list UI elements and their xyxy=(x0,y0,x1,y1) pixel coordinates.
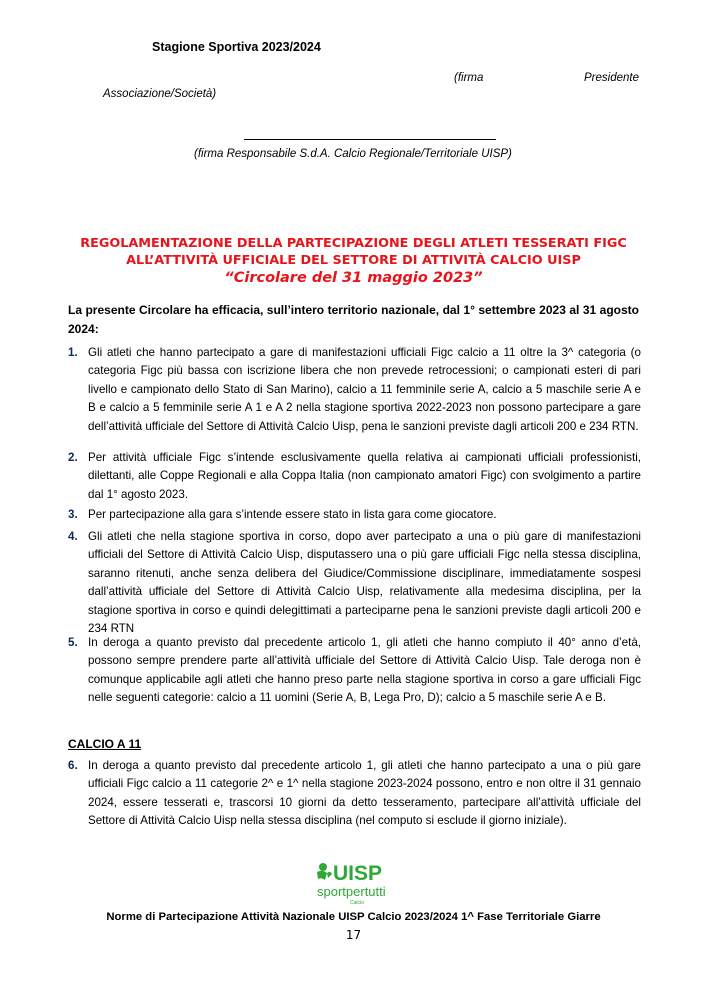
list-item-text: In deroga a quanto previsto dal precedente articolo 1, gli atleti che hanno compiuto il 40° anno d’età, possono sempre prendere parte all’attività ufficiale del Settore di Attività Calcio Uisp. Tale deroga non è comunque applicabile agli atleti che hanno preso parte nella stagione sportiva in corso a gare ufficiali Figc nelle seguenti categorie: calcio a 11 uomini (Serie A, B, Lega Pro, D); calcio a 5 maschile serie A e B. xyxy=(88,636,641,705)
regulation-title xyxy=(40,235,667,269)
list-item-text: Gli atleti che nella stagione sportiva in corso, dopo aver partecipato a una o più gare di manifestazioni ufficiali del Settore di Attività Calcio Uisp, disputassero una o più gare ufficiali Figc nella stessa disciplina, saranno ritenuti, anche senza delibera del Giudice/Commissione disciplinare, immediatamente sospesi dall’attività ufficiale del Settore di Attività Calcio Uisp, relativamente alla medesima disciplina, per la stagione sportiva in corso e quindi delegittimati a parteciparne pena le sanzioni previste dagli articoli 200 e 234 RTN xyxy=(88,530,641,636)
list-item xyxy=(68,344,641,436)
uisp-signature-label: (firma Responsabile S.d.A. Calcio Regionale/Territoriale UISP) xyxy=(194,148,512,160)
page-number: 17 xyxy=(345,928,362,942)
uisp-logo xyxy=(313,858,393,906)
svg-text:sportpertutti: sportpertutti xyxy=(317,884,386,899)
svg-text:Calcio: Calcio xyxy=(350,900,364,906)
list-item-text: In deroga a quanto previsto dal precedente articolo 1, gli atleti che hanno partecipato a una o più gare ufficiali Figc calcio a 11 categorie 2^ e 1^ nella stagione 2023-2024 possono, entro e non oltre il 31 gennaio 2024, essere tesserati e, trascorsi 10 giorni da detto tesseramento, partecipare all’attività ufficiale del Settore di Attività Calcio Uisp nella stessa disciplina (nel computo si esclude il giorno iniziale). xyxy=(88,759,641,828)
list-item-text: Per attività ufficiale Figc s’intende esclusivamente quella relativa ai campionati ufficiali professionisti, dilettanti, alle Coppe Regionali e alla Coppa Italia (non campionato amatori Figc) con svolgimento a partire dal 1° agosto 2023. xyxy=(88,451,641,501)
president-signature-label-role: Presidente xyxy=(584,72,639,84)
list-item-number: 1. xyxy=(68,346,78,359)
president-signature-label-entity: Associazione/Società) xyxy=(103,88,217,100)
president-signature-label: (firma xyxy=(454,72,484,84)
list-item xyxy=(68,528,641,638)
list-item xyxy=(68,757,641,831)
list-item-number: 6. xyxy=(68,759,78,772)
list-item xyxy=(68,634,641,708)
list-item-text: Per partecipazione alla gara s’intende essere stato in lista gara come giocatore. xyxy=(88,508,497,521)
list-item xyxy=(68,449,641,504)
intro-paragraph: La presente Circolare ha efficacia, sull’intero territorio nazionale, dal 1° settembre 2023 al 31 agosto 2024: xyxy=(68,303,639,336)
list-item-number: 3. xyxy=(68,508,78,521)
signature-line xyxy=(244,139,496,140)
list-item-text: Gli atleti che hanno partecipato a gare di manifestazioni ufficiali Figc calcio a 11 oltre la 3^ categoria (o categoria Figc più bassa con iscrizione libera che non prevede retrocessioni; o campionati esteri di pari livello e campionato dello Stato di San Marino), calcio a 11 femminile serie A, calcio a 5 maschile serie A e B e calcio a 5 femminile serie A 1 e A 2 nella stagione sportiva 2022-2023 non possono partecipare a gare dell’attività ufficiale del Settore di Attività Calcio Uisp, pena le sanzioni previste dagli articoli 200 e 234 RTN. xyxy=(88,346,641,433)
regulation-title-line2: ALL’ATTIVITÀ UFFICIALE DEL SETTORE DI ATTIVITÀ CALCIO UISP xyxy=(126,253,581,268)
section-heading-calcio-a-11: CALCIO A 11 xyxy=(68,737,142,751)
list-item-number: 5. xyxy=(68,636,78,649)
season-label: Stagione Sportiva 2023/2024 xyxy=(152,40,321,54)
svg-text:UISP: UISP xyxy=(333,862,383,885)
footer-text: Norme di Partecipazione Attività Nazionale UISP Calcio 2023/2024 1^ Fase Territoriale Giarre xyxy=(106,911,601,923)
list-item-number: 2. xyxy=(68,451,78,464)
circular-date: “Circolare del 31 maggio 2023” xyxy=(224,270,483,286)
regulation-title-line1: REGOLAMENTAZIONE DELLA PARTECIPAZIONE DEGLI ATLETI TESSERATI FIGC xyxy=(80,236,627,251)
list-item xyxy=(68,506,641,524)
list-item-number: 4. xyxy=(68,530,78,543)
